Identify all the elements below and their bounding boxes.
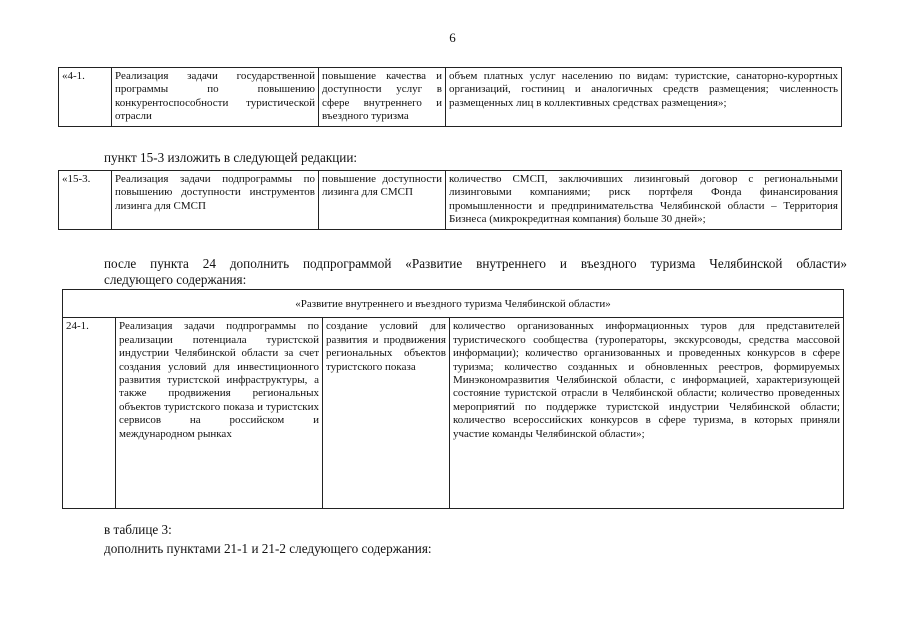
- task-cell: Реализация задачи подпрограммы по реализации потенциала туристской индустрии Челябинской области за счет создания условий для инвестиционного развития туристской инфраструктуры, а также продвижения региональных объектов туристского показа и туристских сервисов на российском и международном рынках: [116, 318, 323, 509]
- goal-cell: повышение доступности лизинга для СМСП: [319, 171, 446, 230]
- table-row: [63, 318, 844, 509]
- table-row: [59, 171, 842, 230]
- paragraph-line: следующего содержания:: [104, 271, 247, 287]
- table-item-24-1: [62, 289, 844, 509]
- table-heading-row: [63, 290, 844, 318]
- task-cell: Реализация задачи подпрограммы по повышению доступности инструментов лизинга для СМСП: [112, 171, 319, 230]
- goal-cell: повышение качества и доступности услуг в сфере внутреннего и въездного туризма: [319, 68, 446, 127]
- page-number: 6: [449, 30, 456, 45]
- table-item-15-3: [58, 170, 842, 230]
- indicators-cell: количество организованных информационных туров для представителей туристического сообщества (туроператоры, экскурсоводы, средства массовой информации); количество организованных и проведенных конкурсов в сфере туризма; количество созданных и обновленных реестров, формируемых Минэкономразвития Челябинской области, с информацией, характеризующей состояние туристской отрасли в Челябинской области; количество проведенных мероприятий по поддержке туристской индустрии Челябинской области; количество всероссийских конкурсов в сфере туризма, в которых приняли участие команды Челябинской области»;: [450, 318, 844, 509]
- paragraph-item-15-3-intro: пункт 15-3 изложить в следующей редакции:: [104, 150, 358, 165]
- table-item-4-1: [58, 67, 842, 127]
- indicators-cell: количество СМСП, заключивших лизинговый договор с региональными лизинговыми компаниями; риск портфеля Фонда финансирования промышленности и предпринимательства Челябинской области – Территория Бизнеса (микрокредитная компания) больше 30 дней»;: [446, 171, 842, 230]
- item-number-cell: «15-3.: [59, 171, 112, 230]
- item-number-cell: «4-1.: [59, 68, 112, 127]
- paragraph-line: после пункта 24 дополнить подпрограммой «Развитие внутреннего и въездного туризма Челябинской области»: [104, 256, 847, 271]
- subprogram-heading: «Развитие внутреннего и въездного туризма Челябинской области»: [63, 290, 844, 318]
- task-cell: Реализация задачи государственной программы по повышению конкурентоспособности туристической отрасли: [112, 68, 319, 127]
- goal-cell: создание условий для развития и продвижения региональных объектов туристского показа: [323, 318, 450, 509]
- paragraph-add-items: дополнить пунктами 21-1 и 21-2 следующего содержания:: [104, 541, 432, 556]
- table-row: [59, 68, 842, 127]
- paragraph-table-3: в таблице 3:: [104, 522, 172, 537]
- indicators-cell: объем платных услуг населению по видам: туристские, санаторно-курортных организаций, гостиниц и аналогичных средств размещения; численность размещенных лиц в коллективных средствах размещения»;: [446, 68, 842, 127]
- paragraph-subprogram-intro: [104, 256, 847, 287]
- item-number-cell: 24-1.: [63, 318, 116, 509]
